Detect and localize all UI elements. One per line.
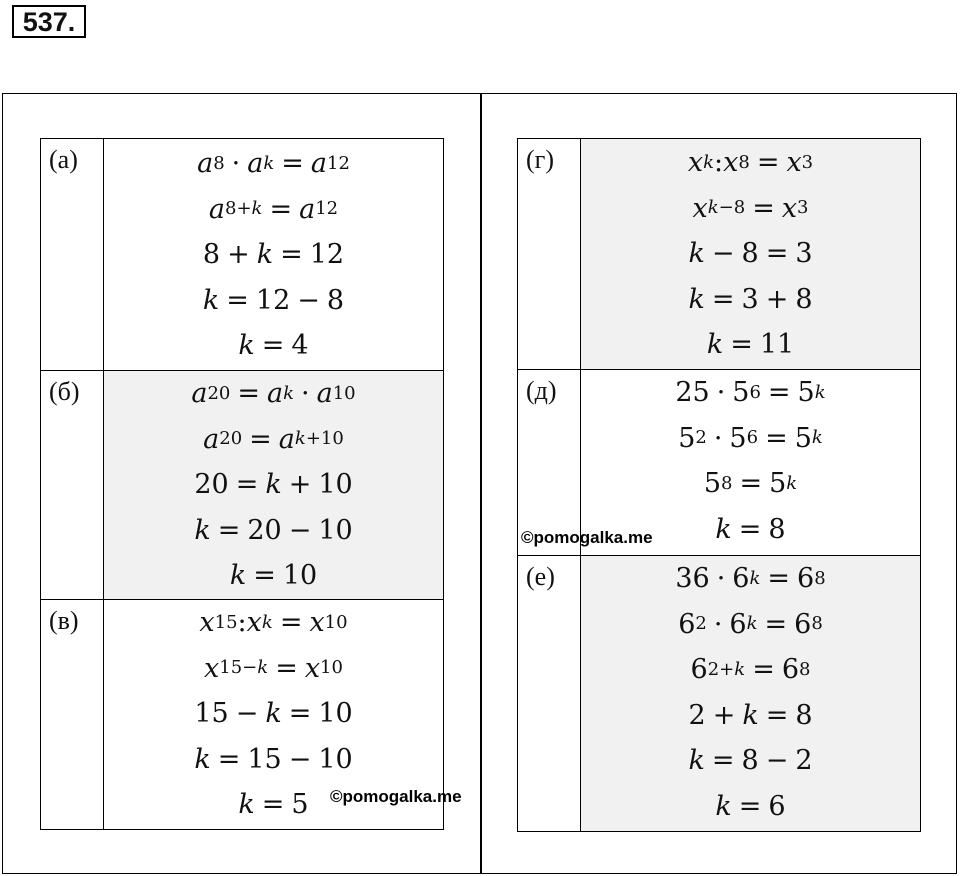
equation-line: 15 − k = 10 [194,698,353,730]
equation-line: k = 8 − 2 [688,745,813,777]
equation-line: x 15 : x k = x 10 [199,607,348,639]
equation-line: x k : x 8 = x 3 [687,147,814,179]
equation-line: 8 + k = 12 [202,239,345,271]
block-a [41,139,443,371]
equation-line: 5 2 · 5 6 = 5 k [678,422,823,454]
block-label: (г) [526,145,554,174]
equation-line: k = 4 [238,330,309,362]
equation-line: 2 + k = 8 [688,699,813,731]
equation-line: k = 15 − 10 [194,743,353,775]
equation-line: 6 2+ k = 6 8 [690,654,811,686]
block-label: (б) [49,377,80,406]
watermark: ©pomogalka.me [330,787,462,806]
equation-line: k = 6 [715,790,786,822]
equation-line: a 8 · a k = a 12 [197,148,350,180]
equation-line: a 8+ k = a 12 [208,193,339,225]
equation-line: a 20 = a k · a 10 [191,378,356,410]
block-label: (е) [526,562,555,591]
equation-list [104,139,443,371]
column-divider [480,93,482,874]
equation-line: 5 8 = 5 k [703,468,798,500]
equation-list [581,556,920,831]
block-label: (д) [526,376,557,405]
equation-line: x 15− k = x 10 [204,652,343,684]
right-solution-table [517,138,921,832]
block-e [518,555,920,831]
equation-line: 20 = k + 10 [194,469,353,501]
block-label: (в) [49,606,79,635]
block-label: (а) [49,145,78,174]
equation-line: k = 8 [715,513,786,545]
equation-line: k − 8 = 3 [688,238,813,270]
equation-line: 36 · 6 k = 6 8 [675,563,826,595]
equation-line: a 20 = a k +10 [203,423,344,455]
equation-line: k = 10 [229,560,318,592]
equation-line: k = 3 + 8 [688,283,813,315]
block-g [518,139,920,370]
left-solution-table [40,138,444,830]
equation-line: k = 20 − 10 [194,514,353,546]
equation-line: 25 · 5 6 = 5 k [675,377,826,409]
watermark: ©pomogalka.me [521,528,653,547]
block-b [41,370,443,600]
equation-list [104,371,443,600]
equation-line: x k −8 = x 3 [692,192,809,224]
equation-list [581,139,920,370]
equation-line: k = 5 [238,789,309,821]
equation-line: k = 11 [706,329,795,361]
equation-line: k = 12 − 8 [202,284,345,316]
problem-number: 537. [12,5,86,38]
equation-line: 6 2 · 6 k = 6 8 [678,608,823,640]
